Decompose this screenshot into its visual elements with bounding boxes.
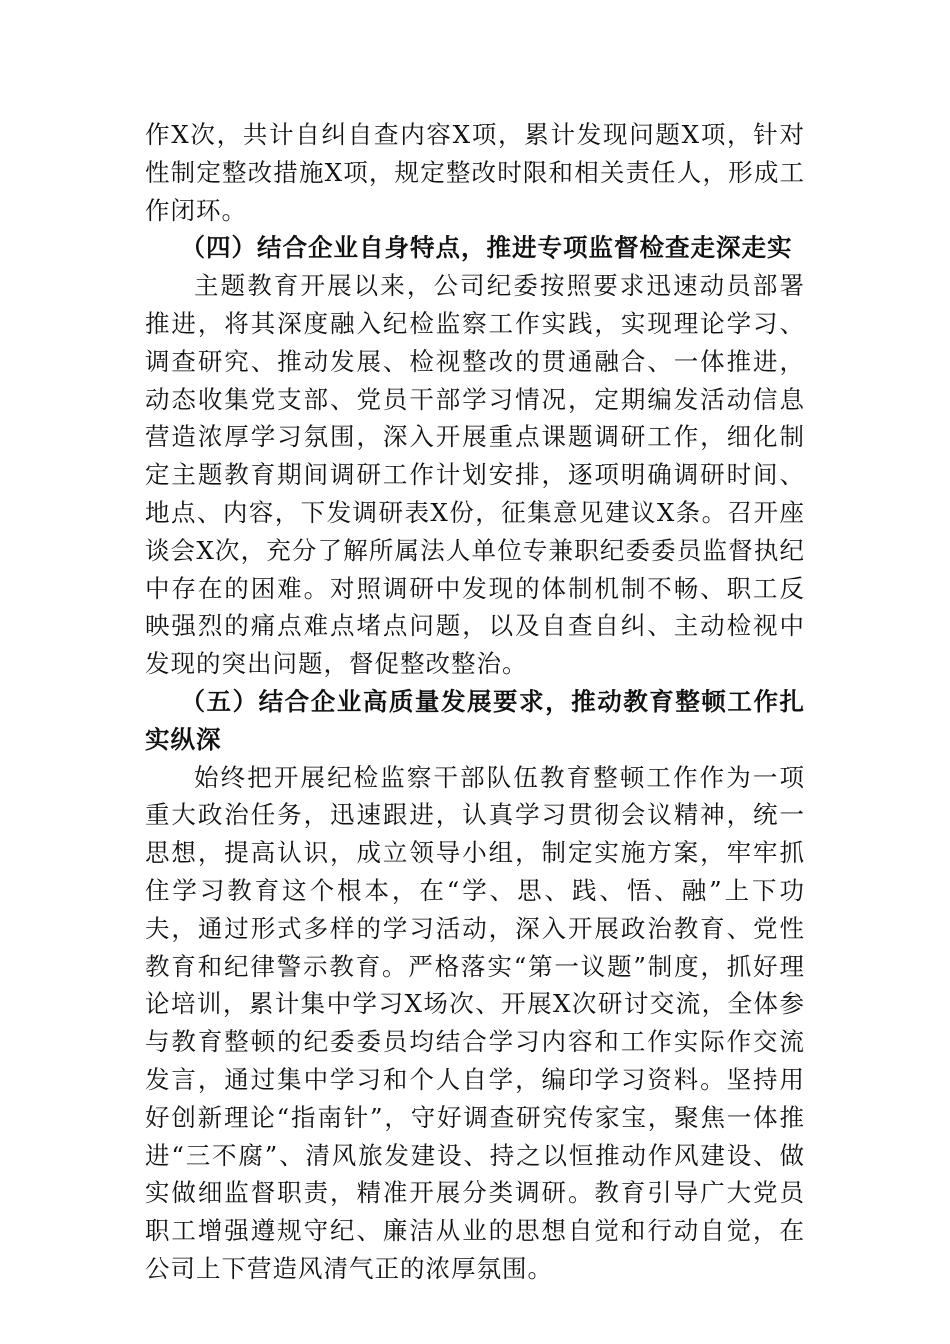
paragraph-continuation: 作X次，共计自纠自查内容X项，累计发现问题X项，针对性制定整改措施X项，规定整改时限和相关责任人，形成工作闭环。 — [145, 120, 805, 225]
section-heading-4: （四）结合企业自身特点，推进专项监督检查走深走实 — [180, 233, 793, 263]
document-body — [145, 116, 805, 1288]
paragraph-section-4: 主题教育开展以来，公司纪委按照要求迅速动员部署推进，将其深度融入纪检监察工作实践，实现理论学习、调查研究、推动发展、检视整改的贯通融合、一体推进，动态收集党支部、党员干部学习情况，定期编发活动信息营造浓厚学习氛围，深入开展重点课题调研工作，细化制定主题教育期间调研工作计划安排，逐项明确调研时间、地点、内容，下发调研表X份，征集意见建议X条。召开座谈会X次，充分了解所属法人单位专兼职纪委委员监督执纪中存在的困难。对照调研中发现的体制机制不畅、职工反映强烈的痛点难点堵点问题，以及自查自纠、主动检视中发现的突出问题，督促整改整治。 — [145, 271, 805, 679]
section-heading-5: （五）结合企业高质量发展要求，推动教育整顿工作扎实纵深 — [145, 686, 805, 754]
paragraph-section-5: 始终把开展纪检监察干部队伍教育整顿工作作为一项重大政治任务，迅速跟进，认真学习贯彻会议精神，统一思想，提高认识，成立领导小组，制定实施方案，牢牢抓住学习教育这个根本，在“学、思、践、悟、融”上下功夫，通过形式多样的学习活动，深入开展政治教育、党性教育和纪律警示教育。严格落实“第一议题”制度，抓好理论培训，累计集中学习X场次、开展X次研讨交流，全体参与教育整顿的纪委委员均结合学习内容和工作实际作交流发言，通过集中学习和个人自学，编印学习资料。坚持用好创新理论“指南针”，守好调查研究传家宝，聚焦一体推进“三不腐”、清风旅发建设、持之以恒推动作风建设、做实做细监督职责，精准开展分类调研。教育引导广大党员职工增强遵规守纪、廉洁从业的思想自觉和行动自觉，在公司上下营造风清气正的浓厚氛围。 — [145, 762, 805, 1283]
